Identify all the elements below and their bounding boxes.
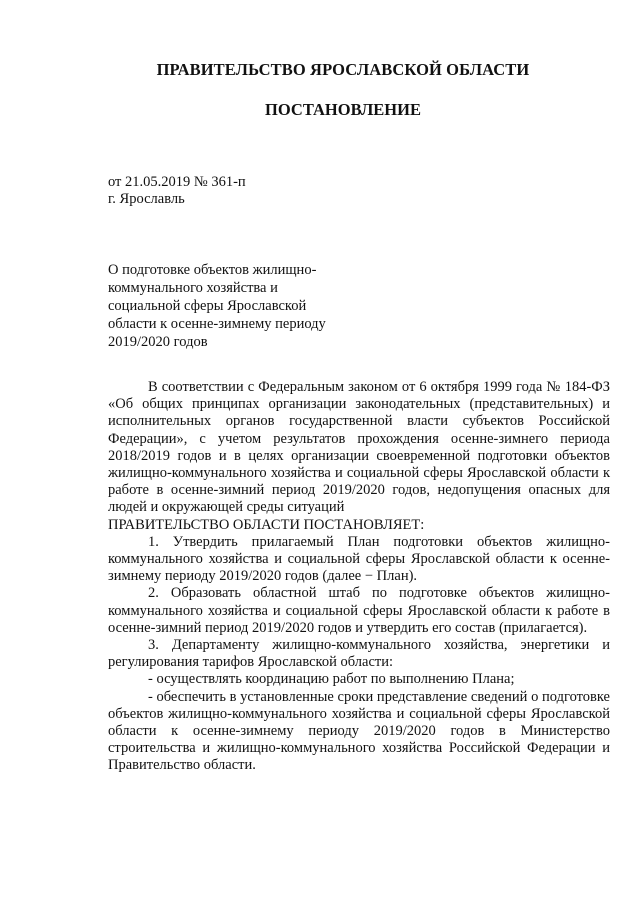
document-type: ПОСТАНОВЛЕНИЕ xyxy=(265,100,421,119)
preamble-paragraph: В соответствии с Федеральным законом от 6 октября 1999 года № 184-ФЗ «Об общих принципах организации законодательных (представительных) и исполнительных органов государственной власти субъектов Российской Федерации», с учетом результатов прохождения осенне-зимнего периода 2018/2019 годов и в целях организации своевременной подготовки объектов жилищно-коммунального хозяйства и социальной сферы Ярославской области к работе в осенне-зимний период 2019/2020 годов, недопущения опасных для людей и окружающей среды ситуаций xyxy=(108,379,610,516)
document-meta xyxy=(108,174,246,208)
subject-line: социальной сферы Ярославской xyxy=(108,298,307,314)
subject-line: О подготовке объектов жилищно- xyxy=(108,262,317,278)
subject-line: области к осенне-зимнему периоду xyxy=(108,316,326,332)
item-2: 2. Образовать областной штаб по подготовке объектов жилищно-коммунального хозяйства и социальной сферы Ярославской области к работе в осенне-зимний период 2019/2020 годов и утвердить его состав (прилагается). xyxy=(108,585,610,636)
date-number: от 21.05.2019 № 361-п xyxy=(108,174,246,190)
item-3-dash-1: - осуществлять координацию работ по выполнению Плана; xyxy=(148,671,515,688)
item-3-dash-2: - обеспечить в установленные сроки представление сведений о подготовке объектов жилищно-коммунального хозяйства и социальной сферы Ярославской области к осенне-зимнему периоду 2019/2020 годов в Министерство строительства и жилищно-коммунального хозяйства Российской Федерации и Правительство области. xyxy=(108,688,610,774)
resolves-heading: ПРАВИТЕЛЬСТВО ОБЛАСТИ ПОСТАНОВЛЯЕТ: xyxy=(108,516,425,533)
city: г. Ярославль xyxy=(108,191,185,207)
government-title: ПРАВИТЕЛЬСТВО ЯРОСЛАВСКОЙ ОБЛАСТИ xyxy=(156,60,530,79)
subject-line: коммунального хозяйства и xyxy=(108,280,278,296)
subject-line: 2019/2020 годов xyxy=(108,334,208,350)
document-subject xyxy=(108,261,348,351)
document-body xyxy=(108,379,610,775)
item-3: 3. Департаменту жилищно-коммунального хозяйства, энергетики и регулирования тарифов Ярославской области: xyxy=(108,637,610,671)
item-1: 1. Утвердить прилагаемый План подготовки объектов жилищно-коммунального хозяйства и социальной сферы Ярославской области к осенне-зимнему периоду 2019/2020 годов (далее − План). xyxy=(108,533,610,585)
